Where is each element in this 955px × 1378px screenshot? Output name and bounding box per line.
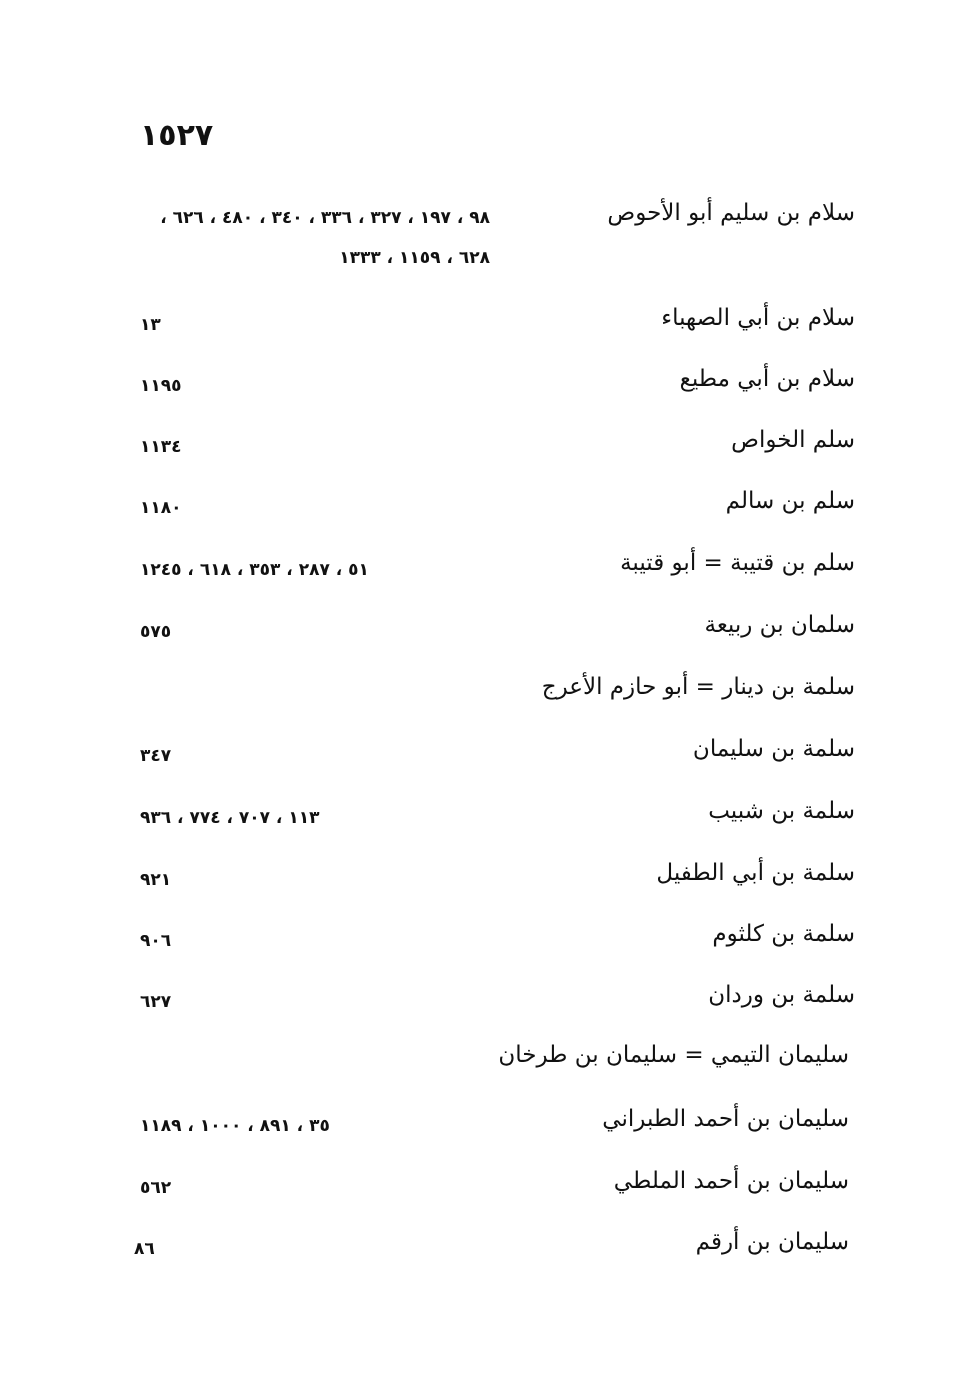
entry-name: سلام بن أبي الصهباء [661, 305, 855, 331]
entry-name: سلم بن قتيبة = أبو قتيبة [620, 550, 855, 576]
entry-name: سليمان بن أحمد الملطي [613, 1168, 849, 1194]
entry-pages: ١١٩٥ [140, 376, 182, 396]
entry-pages: ١١٣٤ [140, 437, 182, 457]
entry-pages: ٩٢١ [140, 870, 172, 890]
entry-pages: ٥٧٥ [140, 622, 172, 642]
entry-name: سلمة بن كلثوم [712, 921, 855, 947]
entry-pages: ١١٣ ، ٧٠٧ ، ٧٧٤ ، ٩٣٦ [140, 808, 320, 828]
entry-name: سلمة بن وردان [708, 982, 855, 1008]
entry-pages: ٣٥ ، ٨٩١ ، ١٠٠٠ ، ١١٨٩ [140, 1116, 330, 1136]
entry-name: سلمة بن سليمان [692, 736, 855, 762]
entry-pages: ٥٦٢ [140, 1178, 172, 1198]
entry-name: سلم بن سالم [725, 488, 855, 514]
entry-pages: ٩٠٦ [140, 931, 172, 951]
entry-name: سلمة بن شبيب [708, 798, 855, 824]
entry-name: سليمان بن أحمد الطبراني [602, 1106, 849, 1132]
entry-name: سلم الخواص [731, 427, 855, 453]
entry-name: سلمة بن أبي الطفيل [656, 860, 855, 886]
entry-pages: ٦٢٧ [140, 992, 172, 1012]
entry-pages: ١٣ [140, 315, 161, 335]
entry-name: سليمان التيمي = سليمان بن طرخان [498, 1042, 849, 1068]
entry-pages: ٩٨ ، ١٩٧ ، ٣٢٧ ، ٣٣٦ ، ٣٤٠ ، ٤٨٠ ، ٦٢٦ ، ٦٢٨ ، ١١٥٩ ، ١٣٣٣ [160, 208, 490, 268]
entry-name: سلام بن أبي مطيع [679, 366, 855, 392]
entry-name: سلمان بن ربيعة [704, 612, 855, 638]
entry-pages: ١١٨٠ [140, 498, 182, 518]
page-number: ١٥٢٧ [140, 118, 214, 153]
entry-pages: ٣٤٧ [140, 746, 172, 766]
entry-name: سليمان بن أرقم [695, 1229, 849, 1255]
entry-name: سلام بن سليم أبو الأحوص [607, 200, 855, 226]
entry-name: سلمة بن دينار = أبو حازم الأعرج [541, 674, 855, 700]
entry-pages: ٨٦ [134, 1239, 155, 1259]
entry-pages: ٥١ ، ٢٨٧ ، ٣٥٣ ، ٦١٨ ، ١٢٤٥ [140, 560, 369, 580]
